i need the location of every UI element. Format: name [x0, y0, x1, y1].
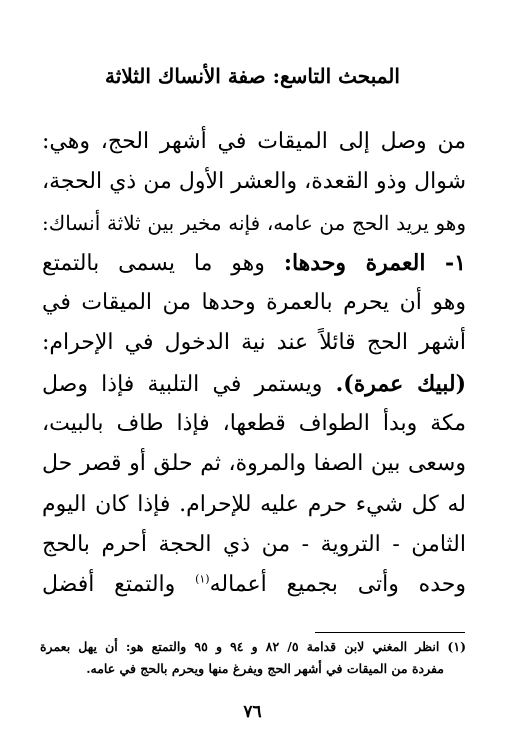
body-line: الثامن - التروية - من ذي الحجة أحرم بالحج [42, 531, 466, 557]
body-text [42, 122, 466, 606]
body-line: وهو أن يحرم بالعمرة وحدها من الميقات في [42, 290, 466, 316]
footnote-line: مفردة من الميقات في أشهر الحج ويفرغ منها ويحرم بالحج في عامه. [86, 661, 444, 676]
body-line: أشهر الحج قائلاً عند نية الدخول في الإحرام: [42, 330, 466, 356]
body-line: له كل شيء حرم عليه للإحرام. فإذا كان اليوم [42, 491, 466, 517]
body-line-rest: ويستمر في التلبية فإذا وصل [42, 371, 323, 397]
body-line-rest: والتمتع أفضل [42, 572, 176, 598]
body-line: وهو يريد الحج من عامه، فإنه مخير بين ثلاثة أنساك: [42, 210, 466, 235]
body-line-start: وحده وأتى بجميع أعماله [209, 572, 466, 598]
footnote-line: (١) انظر المغني لابن قدامة ٥/ ٨٢ و ٩٤ و ٩٥ والتمتع هو: أن يهل بعمرة [40, 639, 466, 654]
chapter-heading: المبحث التاسع: صفة الأنساك الثلاثة [105, 64, 400, 88]
body-line: وسعى بين الصفا والمروة، ثم حلق أو قصر حل [42, 451, 466, 477]
body-line: شوال وذو القعدة، والعشر الأول من ذي الحجة، [42, 169, 466, 195]
section-lead: ١- العمرة وحدها: [283, 249, 466, 276]
body-line [42, 364, 466, 404]
footnote-divider [315, 632, 465, 633]
body-line: مكة وبدأ الطواف قطعها، فإذا طاف بالبيت، [42, 411, 466, 437]
body-line: من وصل إلى الميقات في أشهر الحج، وهي: [42, 129, 466, 154]
body-line-rest: وهو ما يسمى بالتمتع [42, 250, 265, 276]
body-line [42, 243, 466, 283]
footnote-marker: (١) [195, 572, 210, 586]
body-line [42, 565, 466, 605]
footnotes [40, 636, 466, 680]
talbiyah-phrase: (لبيك عمرة). [335, 370, 466, 397]
page-number: ٧٦ [243, 702, 262, 722]
